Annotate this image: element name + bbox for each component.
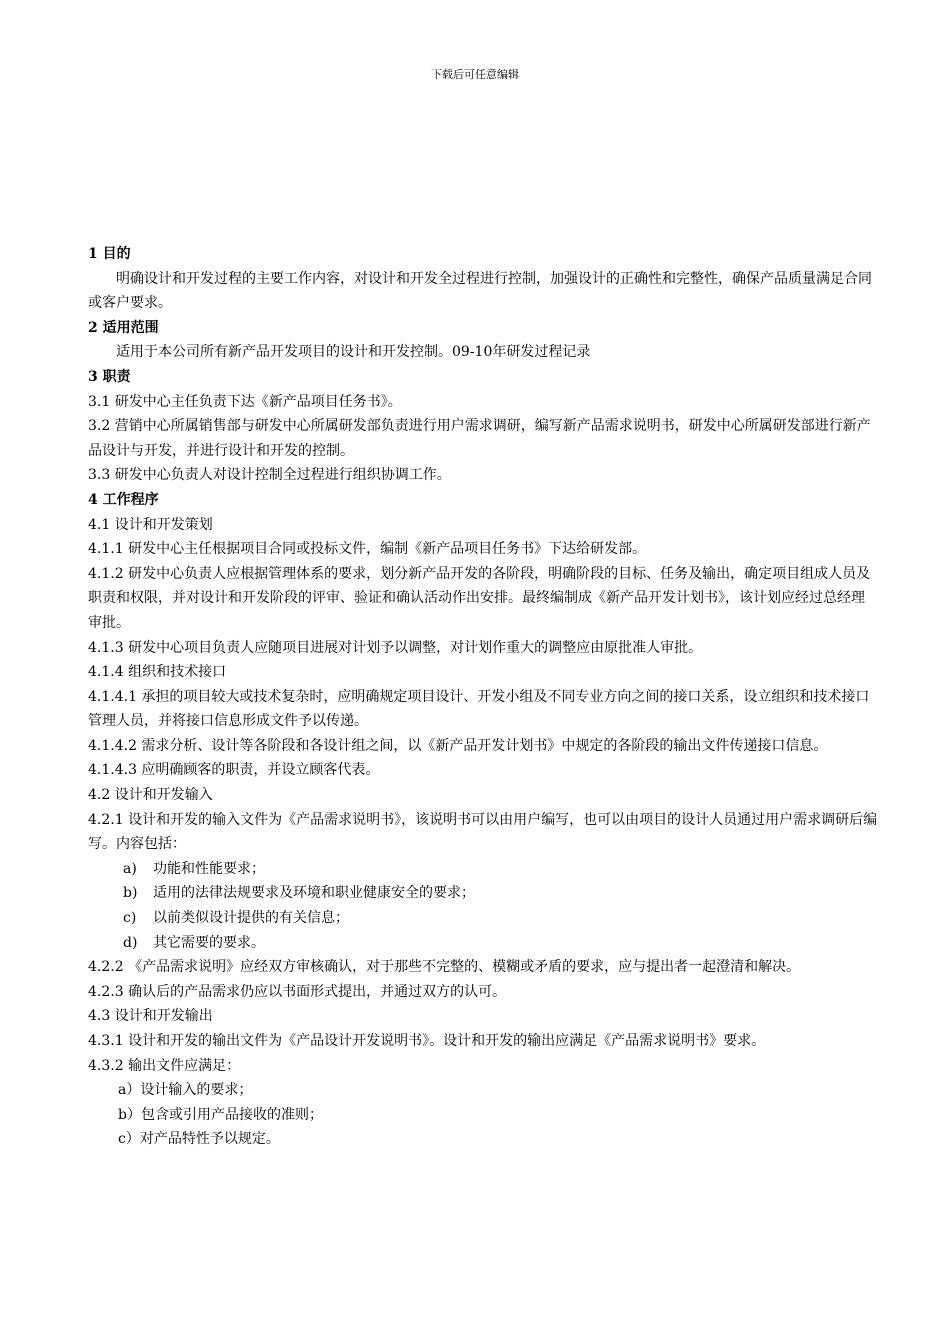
section-1-body: 明确设计和开发过程的主要工作内容，对设计和开发全过程进行控制，加强设计的正确性和完整性，确保产品质量满足合同或客户要求。 xyxy=(88,270,872,312)
list-item xyxy=(88,857,878,882)
list-item xyxy=(88,906,878,931)
list-marker: a) xyxy=(123,860,137,877)
paragraph-4-1-4-3: 4.1.4.3 应明确顾客的职责，并设立顾客代表。 xyxy=(88,762,380,779)
list-text: 适用的法律法规要求及环境和职业健康安全的要求； xyxy=(153,885,475,902)
list-text: 其它需要的要求。 xyxy=(153,934,265,951)
paragraph-3-1: 3.1 研发中心主任负责下达《新产品项目任务书》。 xyxy=(88,393,402,410)
paragraph-4-1-4-2: 4.1.4.2 需求分析、设计等各阶段和各设计组之间，以《新产品开发计划书》中规定的各阶段的输出文件传递接口信息。 xyxy=(88,737,828,754)
section-2-title: 2 适用范围 xyxy=(88,319,159,336)
list-marker: c) xyxy=(123,910,137,927)
paragraph-4-2: 4.2 设计和开发输入 xyxy=(88,787,213,804)
list-item xyxy=(88,881,878,906)
list-marker: d) xyxy=(123,934,138,951)
paragraph-4-1-4: 4.1.4 组织和技术接口 xyxy=(88,664,227,681)
paragraph-4-2-2: 4.2.2 《产品需求说明》应经双方审核确认，对于那些不完整的、模糊或矛盾的要求，应与提出者一起澄清和解决。 xyxy=(88,959,801,976)
page-header: 下载后可任意编辑 xyxy=(431,68,519,81)
paragraph-4-1-3: 4.1.3 研发中心项目负责人应随项目进展对计划予以调整，对计划作重大的调整应由原批准人审批。 xyxy=(88,639,703,656)
paragraph-4-2-3: 4.2.3 确认后的产品需求仍应以书面形式提出，并通过双方的认可。 xyxy=(88,983,507,1000)
paragraph-4-2-1: 4.2.1 设计和开发的输入文件为《产品需求说明书》，该说明书可以由用户编写，也可以由项目的设计人员通过用户需求调研后编写。内容包括： xyxy=(88,811,878,853)
paragraph-4-1: 4.1 设计和开发策划 xyxy=(88,516,213,533)
list-item: b）包含或引用产品接收的准则； xyxy=(118,1106,323,1123)
paragraph-3-3: 3.3 研发中心负责人对设计控制全过程进行组织协调工作。 xyxy=(88,467,451,484)
list-item xyxy=(88,931,878,956)
list-item: a）设计输入的要求； xyxy=(118,1082,253,1099)
paragraph-4-3: 4.3 设计和开发输出 xyxy=(88,1008,213,1025)
paragraph-4-3-2: 4.3.2 输出文件应满足： xyxy=(88,1057,241,1074)
paragraph-4-3-1: 4.3.1 设计和开发的输出文件为《产品设计开发说明书》。设计和开发的输出应满足《产品需求说明书》要求。 xyxy=(88,1033,766,1049)
section-4-title: 4 工作程序 xyxy=(88,491,159,508)
document-body xyxy=(88,242,878,1152)
paragraph-4-1-1: 4.1.1 研发中心主任根据项目合同或投标文件，编制《新产品项目任务书》下达给研发部。 xyxy=(88,541,647,558)
section-2-body: 适用于本公司所有新产品开发项目的设计和开发控制。09-10年研发过程记录 xyxy=(116,344,591,361)
section-3-title: 3 职责 xyxy=(88,368,131,385)
section-1-title: 1 目的 xyxy=(88,246,131,262)
paragraph-4-1-4-1: 4.1.4.1 承担的项目较大或技术复杂时，应明确规定项目设计、开发小组及不同专业方向之间的接口关系，设立组织和技术接口管理人员，并将接口信息形成文件予以传递。 xyxy=(88,688,870,730)
paragraph-3-2: 3.2 营销中心所属销售部与研发中心所属研发部负责进行用户需求调研，编写新产品需求说明书，研发中心所属研发部进行新产品设计与开发，并进行设计和开发的控制。 xyxy=(88,418,871,459)
list-item: c）对产品特性予以规定。 xyxy=(118,1131,280,1148)
list-text: 功能和性能要求； xyxy=(153,860,265,877)
list-marker: b) xyxy=(123,885,138,902)
paragraph-4-1-2: 4.1.2 研发中心负责人应根据管理体系的要求，划分新产品开发的各阶段，明确阶段的目标、任务及输出，确定项目组成人员及职责和权限，并对设计和开发阶段的评审、验证和确认活动作出安排。最终编制成《新产品开发计划书》，该计划应经过总经理审批。 xyxy=(88,565,871,631)
list-text: 以前类似设计提供的有关信息； xyxy=(153,910,349,927)
